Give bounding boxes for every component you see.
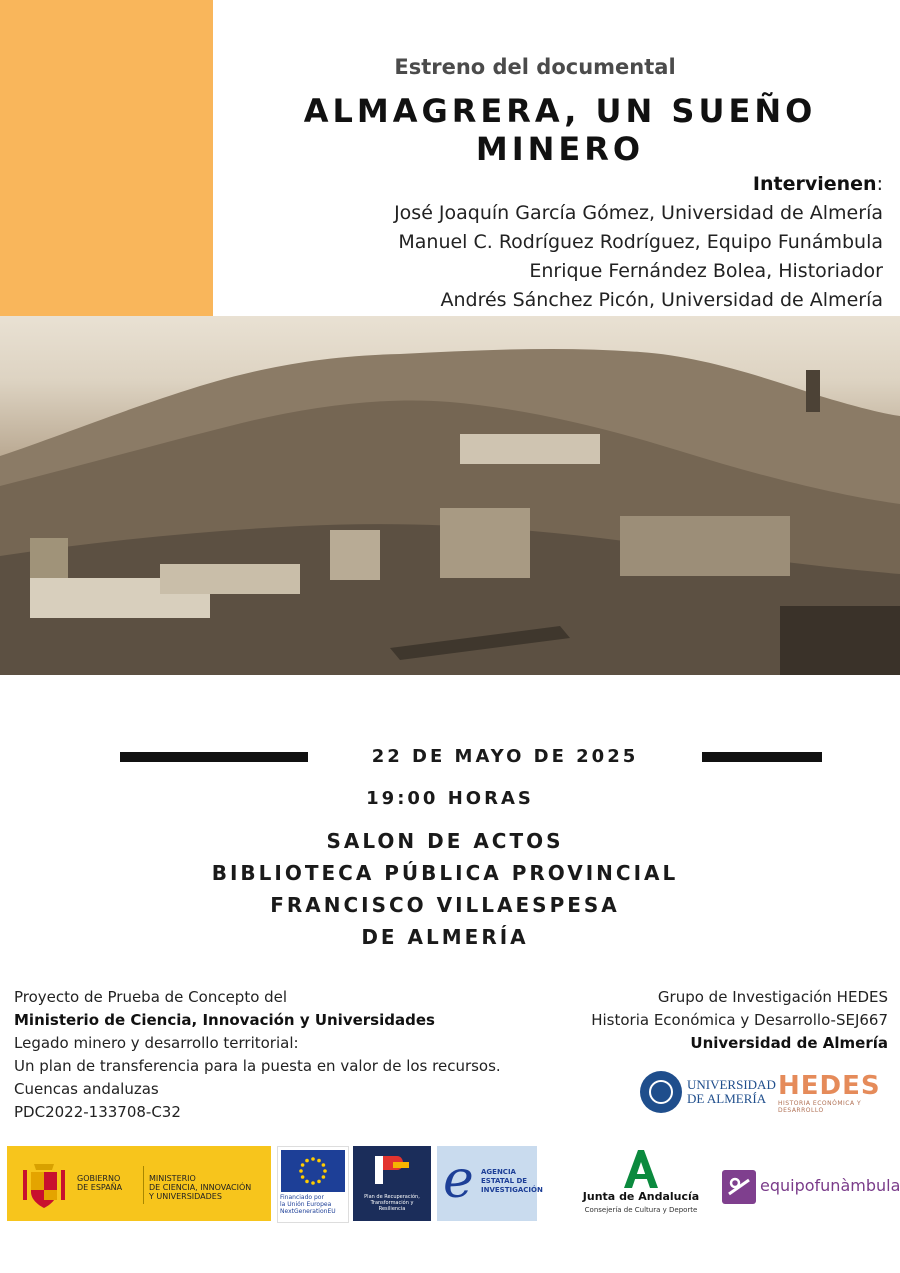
funambula-glyph-icon bbox=[722, 1170, 756, 1204]
mining-landscape-illustration bbox=[0, 316, 900, 675]
spain-coat-of-arms-icon bbox=[19, 1156, 69, 1211]
project-info bbox=[14, 986, 501, 1124]
project-line-4: Un plan de transferencia para la puesta en valor de los recursos. bbox=[14, 1057, 501, 1075]
ual-logo-text bbox=[687, 1078, 776, 1106]
project-line-3: Legado minero y desarrollo territorial: bbox=[14, 1034, 299, 1052]
hedes-logo-text: HEDES bbox=[778, 1071, 881, 1101]
speaker-2: Manuel C. Rodríguez Rodríguez, Equipo Funámbula bbox=[398, 231, 883, 253]
eu-flag-icon bbox=[281, 1150, 345, 1192]
historic-mining-photo bbox=[0, 316, 900, 675]
venue-line-3: FRANCISCO VILLAESPESA bbox=[270, 893, 620, 917]
speakers-heading-colon: : bbox=[876, 173, 883, 195]
universidad-almeria-logo bbox=[640, 1071, 776, 1115]
event-time: 19:00 HORAS bbox=[366, 788, 534, 809]
eu-logo-line-3: NextGenerationEU bbox=[280, 1208, 336, 1215]
ministry-logo-line-3: Y UNIVERSIDADES bbox=[149, 1192, 222, 1201]
venue-line-2: BIBLIOTECA PÚBLICA PROVINCIAL bbox=[211, 861, 679, 885]
eu-next-generation-logo bbox=[277, 1146, 349, 1223]
ual-logo-line-1: UNIVERSIDAD bbox=[687, 1077, 776, 1092]
project-code: PDC2022-133708-C32 bbox=[14, 1103, 181, 1121]
event-venue bbox=[0, 825, 890, 953]
agencia-estatal-investigacion-logo bbox=[437, 1146, 543, 1221]
project-line-1: Proyecto de Prueba de Concepto del bbox=[14, 988, 288, 1006]
speakers-heading: Intervienen bbox=[752, 173, 877, 195]
eu-logo-line-2: la Unión Europea bbox=[280, 1201, 332, 1208]
aei-mark-icon: e bbox=[443, 1150, 474, 1210]
gov-logo-text bbox=[77, 1174, 122, 1192]
group-line-2: Historia Económica y Desarrollo-SEJ667 bbox=[591, 1011, 888, 1029]
eu-logo-text bbox=[280, 1194, 336, 1215]
research-group-info bbox=[591, 986, 888, 1055]
eu-stars-icon bbox=[281, 1150, 345, 1192]
group-university: Universidad de Almería bbox=[690, 1034, 888, 1052]
equipo-funambula-logo bbox=[722, 1170, 898, 1206]
junta-andalucia-logo bbox=[578, 1146, 704, 1221]
event-date: 22 DE MAYO DE 2025 bbox=[371, 746, 639, 767]
speakers-block bbox=[394, 170, 883, 315]
speaker-1: José Joaquín García Gómez, Universidad de Almería bbox=[394, 202, 883, 224]
venue-line-1: SALON DE ACTOS bbox=[326, 829, 564, 853]
aei-logo-line-2: ESTATAL DE bbox=[481, 1177, 528, 1185]
date-bar-left bbox=[120, 752, 308, 762]
eu-logo-line-1: Financiado por bbox=[280, 1194, 324, 1201]
hedes-logo-subtext: HISTORIA ECONÓMICA Y DESARROLLO bbox=[778, 1100, 862, 1114]
poster-title: ALMAGRERA, UN SUEÑO MINERO bbox=[303, 92, 817, 168]
gov-logo-line-1: GOBIERNO bbox=[77, 1174, 121, 1183]
aei-logo-text bbox=[481, 1168, 543, 1195]
poster-subtitle: Estreno del documental bbox=[394, 55, 676, 79]
ual-seal-icon bbox=[640, 1071, 682, 1113]
funambula-logo-text: equipofunàmbula bbox=[760, 1176, 900, 1195]
gov-logo-divider bbox=[143, 1166, 144, 1204]
aei-logo-line-1: AGENCIA bbox=[481, 1168, 516, 1176]
venue-line-4: DE ALMERÍA bbox=[361, 925, 529, 949]
junta-logo-text: Junta de Andalucía bbox=[582, 1190, 700, 1203]
project-ministry: Ministerio de Ciencia, Innovación y Universidades bbox=[14, 1011, 435, 1029]
group-line-1: Grupo de Investigación HEDES bbox=[657, 988, 888, 1006]
prtr-mark-icon bbox=[353, 1146, 431, 1192]
gov-logo-line-2: DE ESPAÑA bbox=[77, 1183, 123, 1192]
hedes-logo bbox=[778, 1072, 888, 1116]
gobierno-espana-logo bbox=[7, 1146, 271, 1221]
junta-a-icon bbox=[578, 1146, 704, 1190]
project-line-5: Cuencas andaluzas bbox=[14, 1080, 159, 1098]
ministry-logo-text bbox=[149, 1174, 251, 1201]
plan-recuperacion-logo bbox=[353, 1146, 431, 1221]
aei-logo-line-3: INVESTIGACIÓN bbox=[481, 1186, 543, 1194]
speaker-3: Enrique Fernández Bolea, Historiador bbox=[529, 260, 883, 282]
date-row bbox=[120, 746, 822, 768]
speaker-4: Andrés Sánchez Picón, Universidad de Almería bbox=[440, 289, 883, 311]
date-bar-right bbox=[702, 752, 822, 762]
ministry-logo-line-1: MINISTERIO bbox=[149, 1174, 196, 1183]
prtr-logo-text: Plan de Recuperación, Transformación y Resiliencia bbox=[364, 1194, 420, 1212]
ministry-logo-line-2: DE CIENCIA, INNOVACIÓN bbox=[149, 1183, 252, 1192]
junta-logo-subtext: Consejería de Cultura y Deporte bbox=[584, 1206, 698, 1214]
ual-logo-line-2: DE ALMERÍA bbox=[687, 1091, 767, 1106]
orange-accent-block bbox=[0, 0, 213, 316]
funambula-mark-icon bbox=[722, 1170, 756, 1204]
